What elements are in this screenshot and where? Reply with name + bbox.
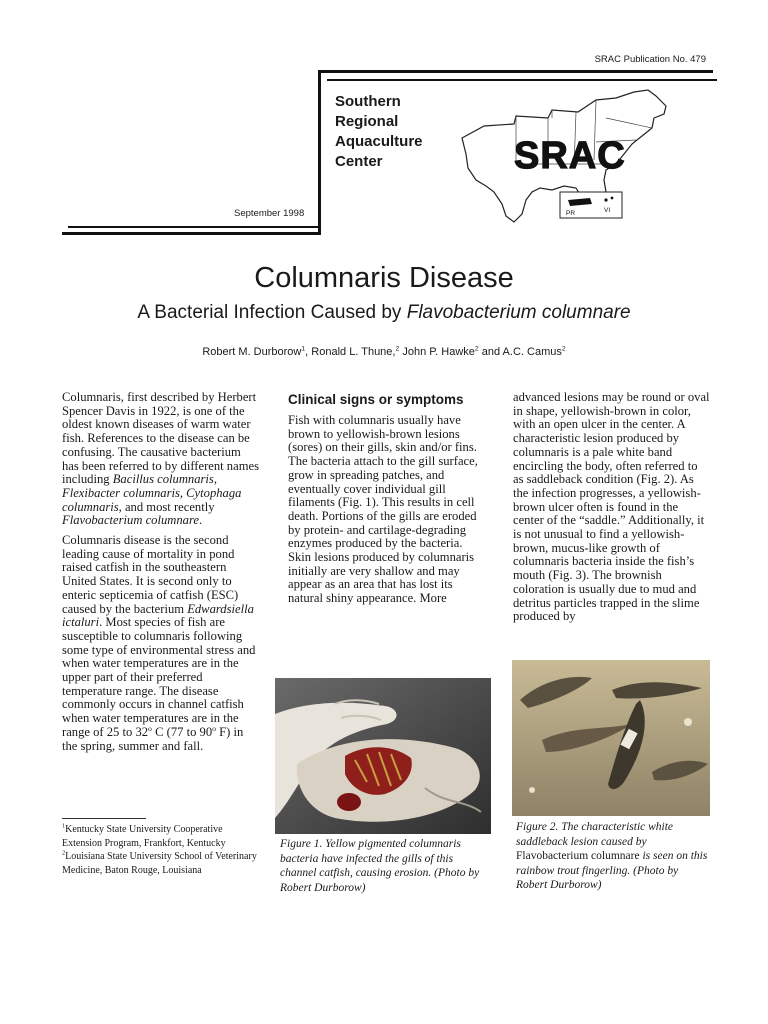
text-run: F) in the spring, summer and fall. bbox=[62, 724, 244, 753]
footnote-divider bbox=[62, 818, 146, 819]
photo-background bbox=[512, 660, 710, 816]
map-label-pr: PR bbox=[566, 210, 576, 217]
body-column-1 bbox=[62, 391, 260, 759]
text-run: Columnaris, first described by Herbert Spencer Davis in 1922, is one of the oldest known diseases of warm water fish. References to the disease can be confusing. The causative bacterium has been referred to by different names including bbox=[62, 390, 259, 487]
affiliation-mark: 1 bbox=[301, 345, 306, 353]
water-bubble bbox=[529, 787, 535, 793]
mortality-paragraph bbox=[62, 534, 260, 753]
figure-1-caption: Figure 1. Yellow pigmented columnaris bacteria have infected the gills of this channel catfish, causing erosion. (Photo by Robert Durborow) bbox=[280, 838, 480, 894]
species-name: Edwardsiella ictaluri bbox=[62, 601, 254, 630]
section-heading-clinical-signs: Clinical signs or symptoms bbox=[288, 392, 464, 407]
footnotes bbox=[62, 823, 262, 877]
degree-mark: o bbox=[212, 723, 217, 733]
header-rule-inner bbox=[68, 226, 318, 228]
subtitle-species: Flavobacterium columnare bbox=[406, 302, 631, 323]
affiliation-mark: 2 bbox=[395, 345, 400, 353]
srac-logo-text: SRAC bbox=[514, 135, 626, 177]
map-label-vi: VI bbox=[604, 207, 611, 214]
virgin-islands-shape-2 bbox=[611, 197, 614, 200]
page-title: Columnaris Disease bbox=[254, 262, 514, 294]
footnote-1 bbox=[62, 823, 262, 850]
header-rule bbox=[62, 232, 318, 235]
species-name: Flavobacterium columnare bbox=[62, 513, 199, 528]
text-run: C (77 to 90 bbox=[151, 724, 213, 739]
text-run: . Most species of fish are susceptible to columnaris following some type of environmental stress and when water temperatures are in the upper part of their preferred temperature range. The disease commonly occurs in channel catfish when water temperatures are in the range of 25 to 32 bbox=[62, 615, 256, 739]
srac-region-map-logo bbox=[456, 88, 686, 228]
caption-text: Figure 2. The characteristic white saddleback lesion caused by bbox=[516, 821, 674, 848]
footnote-text: Louisiana State University School of Veterinary Medicine, Baton Rouge, Louisiana bbox=[62, 851, 257, 876]
text-run: . bbox=[198, 513, 203, 528]
affiliation-mark: 2 bbox=[474, 345, 479, 353]
publication-number: SRAC Publication No. 479 bbox=[594, 54, 706, 65]
org-name-line-1: Southern bbox=[335, 93, 401, 110]
intro-paragraph bbox=[62, 391, 260, 528]
subtitle-prefix: A Bacterial Infection Caused by bbox=[137, 302, 407, 323]
clinical-signs-paragraph: Fish with columnaris usually have brown to yellowish-brown lesions (sores) on their gills, skin and/or fins. The bacteria attach to the gill surface, grow in spreading patches, and eventually cover individual gill filaments (Fig. 1). This results in cell death. Portions of the gills are eroded by protein- and cartilage-degrading enzymes produced by the bacteria. Skin lesions produced by columnaris initially are very shallow and may appear as an area that has lost its natural shiny appearance. More bbox=[288, 413, 478, 606]
figure-2-caption bbox=[516, 820, 712, 893]
body-column-3 bbox=[513, 391, 711, 630]
author-camus: and A.C. Camus bbox=[478, 346, 562, 358]
caption-species: Flavobacterium columnare bbox=[516, 850, 640, 862]
author-durborow: Robert M. Durborow bbox=[202, 346, 302, 358]
figure-2-photo-trout-fingerlings bbox=[512, 660, 710, 816]
org-name-line-4: Center bbox=[335, 153, 383, 170]
organization-name bbox=[335, 92, 423, 172]
author-hawke: John P. Hawke bbox=[399, 346, 475, 358]
footnote-mark: 2 bbox=[62, 849, 66, 857]
affiliation-mark: 2 bbox=[561, 345, 566, 353]
author-line bbox=[0, 346, 768, 358]
caption-text: is seen on this rainbow trout fingerling. (Photo by Robert Durborow) bbox=[516, 850, 708, 891]
footnote-2 bbox=[62, 850, 262, 877]
author-thune: , Ronald L. Thune, bbox=[305, 346, 396, 358]
body-column-2 bbox=[288, 391, 486, 612]
water-bubble bbox=[684, 718, 692, 726]
figure-1-photo-catfish-gills bbox=[275, 678, 491, 834]
eroded-lesion bbox=[337, 793, 361, 811]
org-name-line-3: Aquaculture bbox=[335, 133, 423, 150]
text-run: , and most recently bbox=[118, 499, 215, 514]
virgin-islands-shape bbox=[604, 198, 607, 201]
footnote-mark: 1 bbox=[62, 822, 66, 830]
footnote-text: Kentucky State University Cooperative Extension Program, Frankfort, Kentucky bbox=[62, 824, 226, 849]
text-run: Columnaris disease is the second leading cause of mortality in pond raised catfish in the southeastern United States. It is second only to enteric septicemia of catfish (ESC) caused by the bacterium bbox=[62, 533, 239, 616]
degree-mark: o bbox=[148, 723, 152, 733]
org-name-line-2: Regional bbox=[335, 113, 399, 130]
species-names: Bacillus columnaris, Flexibacter columnaris, Cytophaga columnaris bbox=[62, 472, 242, 514]
page-subtitle bbox=[0, 302, 768, 324]
publication-date: September 1998 bbox=[234, 208, 305, 219]
lesions-paragraph: advanced lesions may be round or oval in shape, yellowish-brown in color, with an open ulcer in the center. A characteristic lesion produced by columnaris is a pale white band encircling the body, often referred to as saddleback condition (Fig. 2). As the infection progresses, a yellowish-brown ulcer often is found in the center of the “saddle.” Additionally, it is not unusual to find a yellowish-brown, mucus-like growth of columnaris bacteria inside the fish’s mouth (Fig. 3). The brownish coloration is usually due to mud and detritus particles trapped in the slime produced by bbox=[513, 390, 710, 624]
